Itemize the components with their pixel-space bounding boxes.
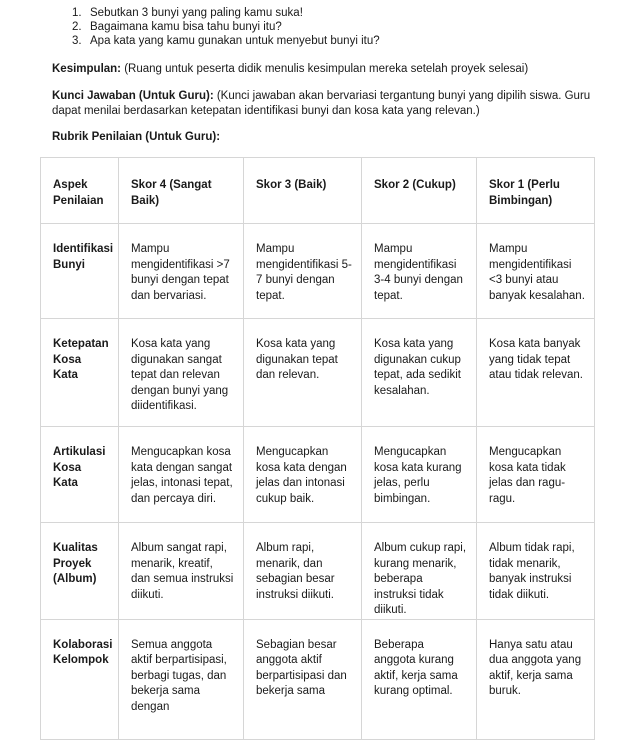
table-cell: Mengucapkan kosa kata dengan sangat jelas, intonasi tepat, dan percaya diri. [119, 427, 244, 523]
table-cell: Mampu mengidentifikasi 5-7 bunyi dengan tepat. [244, 224, 362, 319]
table-cell: Kosa kata banyak yang tidak tepat atau tidak relevan. [477, 319, 595, 427]
list-number: 1. [72, 7, 82, 19]
table-cell: Mampu mengidentifikasi 3-4 bunyi dengan tepat. [362, 224, 477, 319]
table-cell: Kosa kata yang digunakan cukup tepat, ada sedikit kesalahan. [362, 319, 477, 427]
kunci-jawaban-label: Kunci Jawaban (Untuk Guru): [52, 90, 214, 102]
kesimpulan-label: Kesimpulan: [52, 63, 122, 75]
kesimpulan-text: (Ruang untuk peserta didik menulis kesimpulan mereka setelah proyek selesai) [121, 63, 529, 75]
table-row [41, 224, 595, 319]
kunci-jawaban-text: (Kunci jawaban akan bervariasi tergantung bunyi yang dipilih siswa. Guru dapat menilai berdasarkan ketepatan identifikasi bunyi dan kosa kata yang relevan.) [52, 90, 591, 117]
table-cell: Album sangat rapi, menarik, kreatif, dan semua instruksi diikuti. [119, 523, 244, 620]
table-cell: Album cukup rapi, kurang menarik, beberapa instruksi tidak diikuti. [362, 523, 477, 620]
aspect-cell: Artikulasi Kosa Kata [41, 427, 119, 523]
table-cell: Mampu mengidentifikasi <3 bunyi atau banyak kesalahan. [477, 224, 595, 319]
table-cell: Kosa kata yang digunakan tepat dan relevan. [244, 319, 362, 427]
aspect-cell: Kualitas Proyek (Album) [41, 523, 119, 620]
list-item [72, 6, 380, 20]
table-row [41, 523, 595, 620]
table-row [41, 427, 595, 523]
table-header-row [41, 158, 595, 224]
table-cell: Album tidak rapi, tidak menarik, banyak instruksi tidak diikuti. [477, 523, 595, 620]
table-row [41, 619, 595, 739]
table-cell: Beberapa anggota kurang aktif, kerja sama kurang optimal. [362, 619, 477, 739]
table-cell: Mengucapkan kosa kata tidak jelas dan ragu-ragu. [477, 427, 595, 523]
table-cell: Semua anggota aktif berpartisipasi, berbagi tugas, dan bekerja sama dengan [119, 619, 244, 739]
table-row [41, 319, 595, 427]
table-cell: Album rapi, menarik, dan sebagian besar instruksi diikuti. [244, 523, 362, 620]
table-cell: Hanya satu atau dua anggota yang aktif, kerja sama buruk. [477, 619, 595, 739]
table-cell: Sebagian besar anggota aktif berpartisipasi dan bekerja sama [244, 619, 362, 739]
aspect-cell: Kolaborasi Kelompok [41, 619, 119, 739]
table-cell: Mengucapkan kosa kata kurang jelas, perlu bimbingan. [362, 427, 477, 523]
header-skor-3: Skor 3 (Baik) [244, 158, 362, 224]
rubrik-title: Rubrik Penilaian (Untuk Guru): [52, 131, 221, 143]
header-skor-4: Skor 4 (Sangat Baik) [119, 158, 244, 224]
question-list [72, 6, 380, 48]
rubric-table [40, 157, 595, 740]
aspect-cell: Identifikasi Bunyi [41, 224, 119, 319]
list-item-text: Bagaimana kamu bisa tahu bunyi itu? [90, 21, 282, 33]
list-number: 3. [72, 35, 82, 47]
kesimpulan-paragraph [52, 62, 612, 77]
table-cell: Mengucapkan kosa kata dengan jelas dan intonasi cukup baik. [244, 427, 362, 523]
list-number: 2. [72, 21, 82, 33]
list-item-text: Apa kata yang kamu gunakan untuk menyebut bunyi itu? [90, 35, 380, 47]
list-item-text: Sebutkan 3 bunyi yang paling kamu suka! [90, 7, 303, 19]
table-cell: Kosa kata yang digunakan sangat tepat dan relevan dengan bunyi yang diidentifikasi. [119, 319, 244, 427]
aspect-cell: Ketepatan Kosa Kata [41, 319, 119, 427]
kunci-jawaban-paragraph [52, 89, 612, 119]
header-skor-1: Skor 1 (Perlu Bimbingan) [477, 158, 595, 224]
header-skor-2: Skor 2 (Cukup) [362, 158, 477, 224]
table-cell: Mampu mengidentifikasi >7 bunyi dengan tepat dan bervariasi. [119, 224, 244, 319]
header-aspek: Aspek Penilaian [41, 158, 119, 224]
list-item [72, 20, 380, 34]
list-item [72, 34, 380, 48]
